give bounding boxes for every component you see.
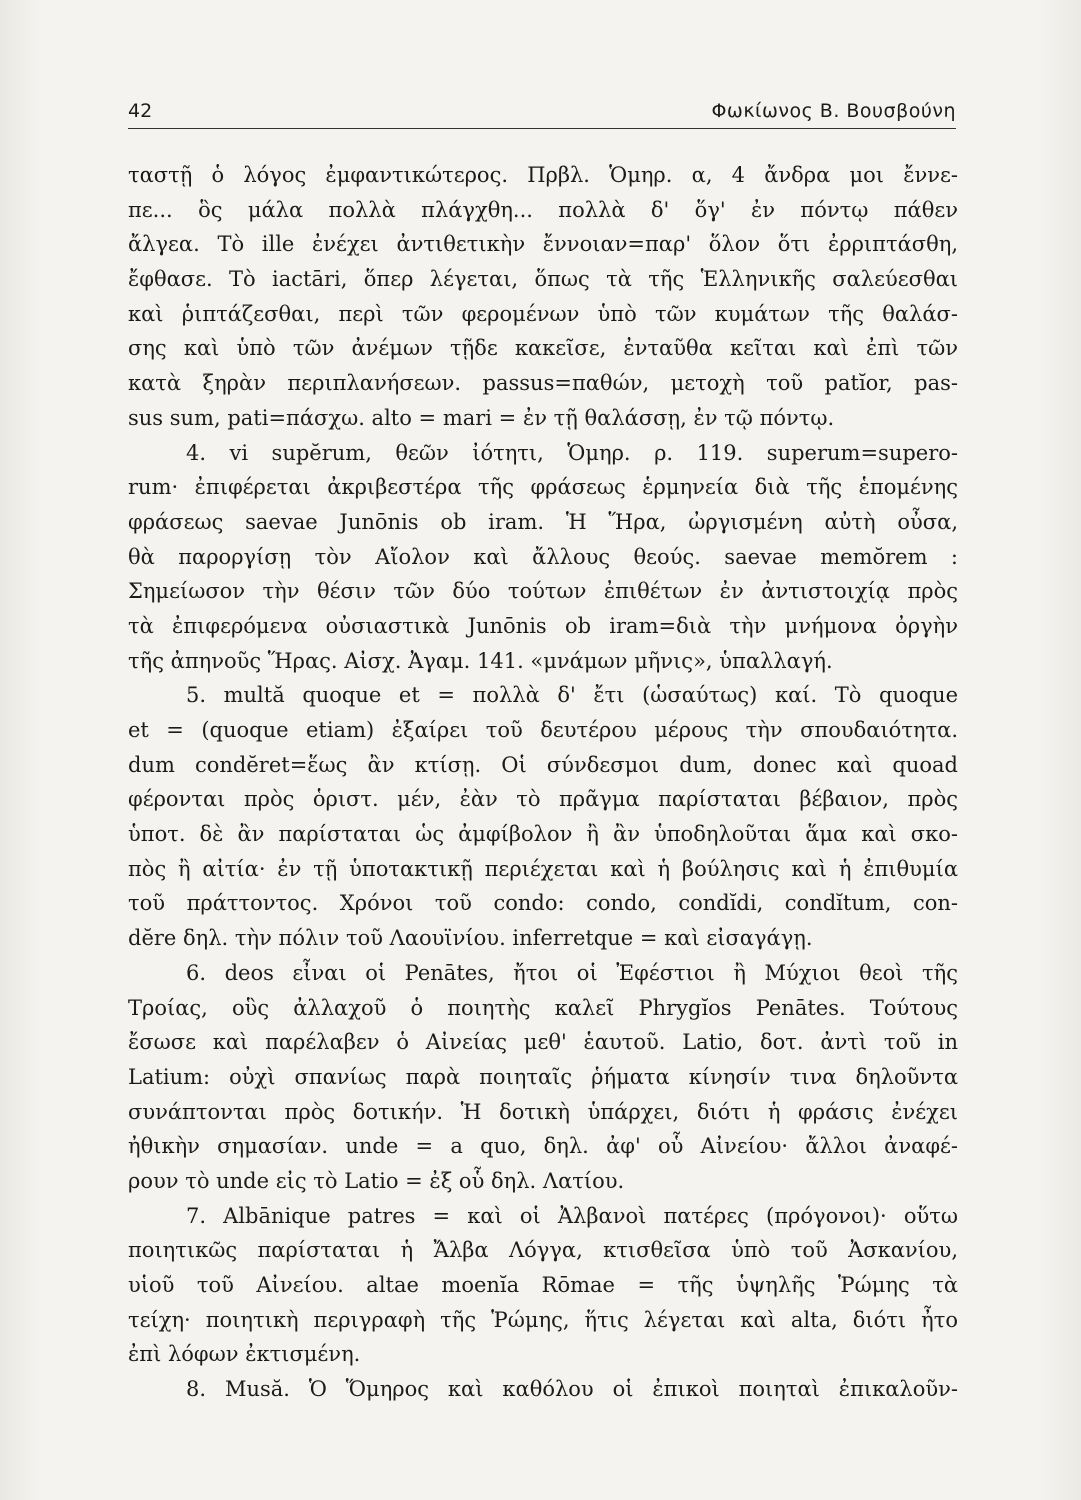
text-line: τείχη· ποιητικὴ περιγραφὴ τῆς Ῥώμης, ἥτις λέγεται καὶ alta, διότι ἦτο	[128, 1307, 958, 1332]
text-line: υἱοῦ τοῦ Αἰνείου. altae moenĭa Rōmae = τῆς ὑψηλῆς Ῥώμης τὰ	[128, 1273, 958, 1297]
text-line: τῆς ἀπηνοῦς Ἥρας. Αἰσχ. Ἀγαμ. 141. «μνάμων μῆνις», ὑπαλλαγή.	[128, 648, 833, 673]
text-line: ἐπὶ λόφων ἐκτισμένη.	[128, 1342, 361, 1367]
text-line: σης καὶ ὑπὸ τῶν ἀνέμων τῇδε κακεῖσε, ἐνταῦθα κεῖται καὶ ἐπὶ τῶν	[128, 336, 958, 361]
text-line: dĕre δηλ. τὴν πόλιν τοῦ Λαουϊνίου. inferretque = καὶ εἰσαγάγῃ.	[128, 926, 813, 951]
text-line: ταστῇ ὁ λόγος ἐμφαντικώτερος. Πρβλ. Ὁμηρ. α, 4 ἄνδρα μοι ἔννε-	[128, 163, 958, 187]
text-line: ἔφθασε. Τὸ iactāri, ὅπερ λέγεται, ὅπως τὰ τῆς Ἑλληνικῆς σαλεύεσθαι	[128, 267, 958, 292]
text-line: ἔσωσε καὶ παρέλαβεν ὁ Αἰνείας μεθ' ἑαυτοῦ. Latio, δοτ. ἀντὶ τοῦ in	[128, 1030, 958, 1055]
text-line: 4. vi supĕrum, θεῶν ἰότητι, Ὁμηρ. ρ. 119. superum=supero-	[186, 440, 958, 465]
text-line: τὰ ἐπιφερόμενα οὐσιαστικὰ Junōnis ob iram=διὰ τὴν μνήμονα ὀργὴν	[128, 613, 958, 638]
text-line: Latium: οὐχὶ σπανίως παρὰ ποιηταῖς ῥήματα κίνησίν τινα δηλοῦντα	[128, 1064, 958, 1089]
text-line: ἠθικὴν σημασίαν. unde = a quo, δηλ. ἀφ' οὗ Αἰνείου· ἄλλοι ἀναφέ-	[128, 1134, 958, 1159]
text-line: ἄλγεα. Τὸ ille ἐνέχει ἀντιθετικὴν ἔννοιαν=παρ' ὅλον ὅτι ἐρριπτάσθη,	[128, 232, 958, 257]
text-line: συνάπτονται πρὸς δοτικήν. Ἡ δοτικὴ ὑπάρχει, διότι ἡ φράσις ἐνέχει	[128, 1099, 958, 1124]
running-head-author: Φωκίωνος Β. Βουσβούνη	[711, 100, 956, 122]
page-number: 42	[128, 100, 153, 122]
text-line: sus sum, pati=πάσχω. alto = mari = ἐν τῇ θαλάσσῃ, ἐν τῷ πόντῳ.	[128, 405, 835, 430]
text-line: ὑποτ. δὲ ἂν παρίσταται ὡς ἀμφίβολον ἢ ἂν ὑποδηλοῦται ἅμα καὶ σκο-	[128, 822, 958, 847]
text-line: 5. multă quoque et = πολλὰ δ' ἔτι (ὡσαύτως) καί. Τὸ quoque	[186, 683, 958, 708]
running-head	[128, 96, 956, 130]
commentary-text	[128, 158, 958, 1407]
text-line: θὰ παροργίσῃ τὸν Αἴολον καὶ ἄλλους θεούς. saevae memŏrem :	[128, 544, 958, 569]
text-line: τοῦ πράττοντος. Χρόνοι τοῦ condo: condo, condĭdi, condĭtum, con-	[128, 891, 958, 916]
text-line: φέρονται πρὸς ὁριστ. μέν, ἐὰν τὸ πρᾶγμα παρίσταται βέβαιον, πρὸς	[128, 787, 958, 812]
text-line: dum condĕret=ἕως ἂν κτίσῃ. Οἱ σύνδεσμοι dum, donec καὶ quoad	[128, 752, 958, 777]
text-line: φράσεως saevae Junōnis ob iram. Ἡ Ἥρα, ὠργισμένη αὐτὴ οὖσα,	[128, 509, 958, 534]
text-line: καὶ ῥιπτάζεσθαι, περὶ τῶν φερομένων ὑπὸ τῶν κυμάτων τῆς θαλάσ-	[128, 301, 958, 326]
text-line: 6. deos εἶναι οἱ Penātes, ἤτοι οἱ Ἐφέστιοι ἢ Μύχιοι θεοὶ τῆς	[186, 960, 958, 985]
text-line: Σημείωσον τὴν θέσιν τῶν δύο τούτων ἐπιθέτων ἐν ἀντιστοιχίᾳ πρὸς	[128, 579, 958, 604]
text-line: κατὰ ξηρὰν περιπλανήσεων. passus=παθών, μετοχὴ τοῦ patĭor, pas-	[128, 371, 958, 396]
text-line: ποιητικῶς παρίσταται ἡ Ἄλβα Λόγγα, κτισθεῖσα ὑπὸ τοῦ Ἀσκανίου,	[128, 1238, 958, 1263]
text-line: Τροίας, οὓς ἀλλαχοῦ ὁ ποιητὴς καλεῖ Phrygĭos Penātes. Τούτους	[128, 995, 958, 1020]
text-line: et = (quoque etiam) ἐξαίρει τοῦ δευτέρου μέρους τὴν σπουδαιότητα.	[128, 718, 958, 742]
text-line: rum· ἐπιφέρεται ἀκριβεστέρα τῆς φράσεως ἑρμηνεία διὰ τῆς ἑπομένης	[128, 475, 958, 500]
text-line: πὸς ἢ αἰτία· ἐν τῇ ὑποτακτικῇ περιέχεται καὶ ἡ βούλησις καὶ ἡ ἐπιθυμία	[128, 856, 958, 881]
text-line: 8. Musă. Ὁ Ὅμηρος καὶ καθόλου οἱ ἐπικοὶ ποιηταὶ ἐπικαλοῦν-	[186, 1377, 958, 1402]
text-line: ρουν τὸ unde εἰς τὸ Latio = ἐξ οὗ δηλ. Λατίου.	[128, 1168, 625, 1193]
header-rule	[128, 128, 956, 129]
text-line: 7. Albānique patres = καὶ οἱ Ἀλβανοὶ πατέρες (πρόγονοι)· οὕτω	[186, 1203, 958, 1228]
text-line: πε... ὃς μάλα πολλὰ πλάγχθη... πολλὰ δ' ὅγ' ἐν πόντῳ πάθεν	[128, 197, 958, 222]
